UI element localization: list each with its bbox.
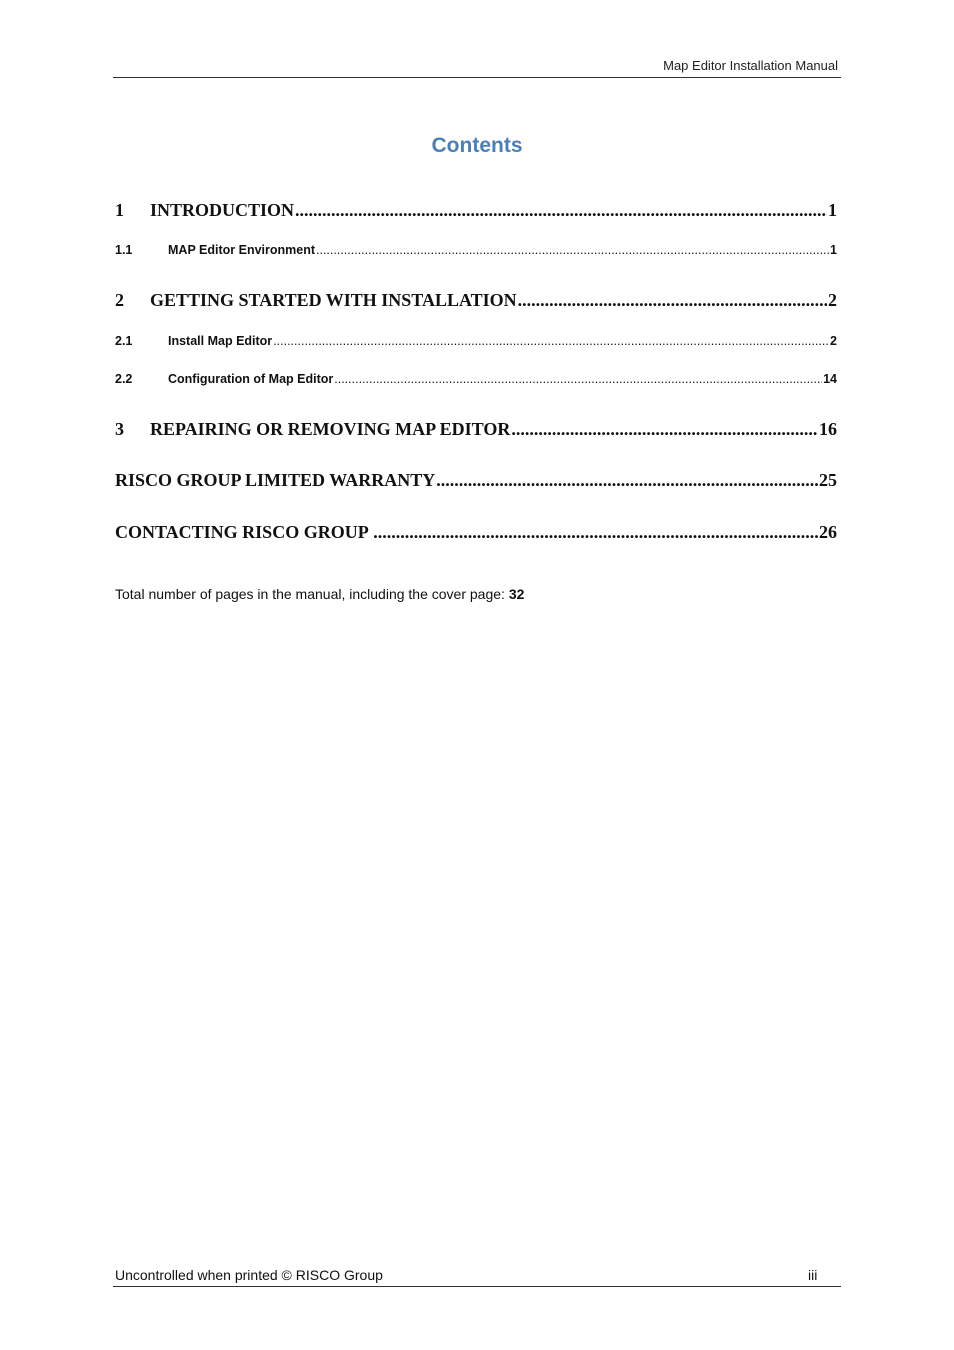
dot-leader xyxy=(334,372,822,386)
dot-leader xyxy=(273,334,829,348)
toc-entry-page: 25 xyxy=(819,470,837,490)
contents-heading: Contents xyxy=(431,134,523,157)
dot-leader xyxy=(316,243,829,257)
total-pages-value: 32 xyxy=(508,586,525,602)
total-pages-label: Total number of pages in the manual, including the cover page: xyxy=(115,586,509,602)
dot-leader xyxy=(518,290,827,311)
toc-entry-number: 2 xyxy=(115,290,124,310)
toc-entry-map-editor-environment[interactable] xyxy=(115,243,837,257)
toc-entry-page: 14 xyxy=(823,372,837,386)
toc-entry-repairing-or-removing[interactable] xyxy=(115,419,837,440)
header-rule xyxy=(113,77,841,78)
toc-entry-title: REPAIRING OR REMOVING MAP EDITOR xyxy=(150,419,511,439)
toc-entry-page: 1 xyxy=(828,200,837,220)
toc-entry-number: 3 xyxy=(115,419,124,439)
toc-entry-title: INTRODUCTION xyxy=(150,200,295,220)
dot-leader xyxy=(373,522,818,543)
toc-entry-title: Install Map Editor xyxy=(168,334,273,348)
dot-leader xyxy=(511,419,818,440)
dot-leader xyxy=(436,470,818,491)
toc-entry-title: RISCO GROUP LIMITED WARRANTY xyxy=(115,470,436,490)
toc-entry-title: MAP Editor Environment xyxy=(168,243,316,257)
dot-leader xyxy=(295,200,827,221)
toc-entry-number: 2.2 xyxy=(115,372,133,386)
toc-entry-limited-warranty[interactable] xyxy=(115,470,837,491)
toc-entry-title: CONTACTING RISCO GROUP xyxy=(115,522,373,542)
toc-entry-introduction[interactable] xyxy=(115,200,837,221)
toc-entry-number: 1.1 xyxy=(115,243,133,257)
footer-notice: Uncontrolled when printed © RISCO Group xyxy=(115,1267,383,1283)
toc-entry-install-map-editor[interactable] xyxy=(115,334,837,348)
toc-entry-page: 2 xyxy=(830,334,837,348)
toc-entry-title: Configuration of Map Editor xyxy=(168,372,334,386)
toc-entry-page: 1 xyxy=(830,243,837,257)
toc-entry-title: GETTING STARTED WITH INSTALLATION xyxy=(150,290,517,310)
running-header: Map Editor Installation Manual xyxy=(663,58,838,73)
toc-entry-number: 1 xyxy=(115,200,124,220)
footer-page-number: iii xyxy=(808,1267,818,1283)
toc-entry-page: 16 xyxy=(819,419,837,439)
toc-entry-page: 2 xyxy=(828,290,837,310)
toc-entry-page: 26 xyxy=(819,522,837,542)
footer-rule xyxy=(113,1286,841,1287)
total-pages-note xyxy=(115,586,524,602)
toc-entry-configuration-of-map-editor[interactable] xyxy=(115,372,837,386)
toc-entry-contacting-risco[interactable] xyxy=(115,522,837,543)
toc-entry-number: 2.1 xyxy=(115,334,133,348)
toc-entry-getting-started[interactable] xyxy=(115,290,837,311)
